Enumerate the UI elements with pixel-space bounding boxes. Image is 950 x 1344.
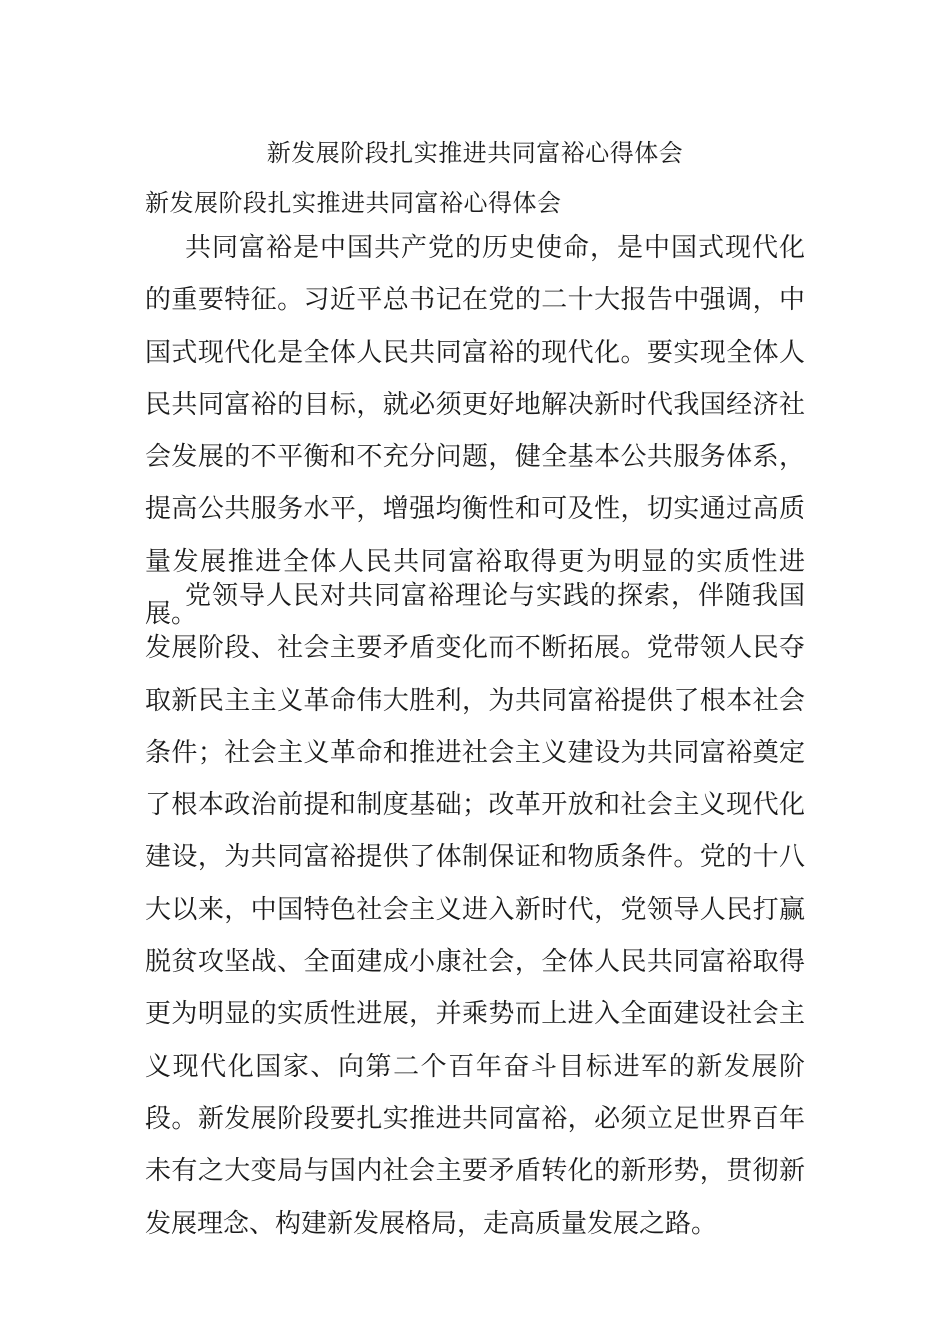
document-title: 新发展阶段扎实推进共同富裕心得体会 <box>266 139 684 167</box>
paragraph-2: 党领导人民对共同富裕理论与实践的探索，伴随我国发展阶段、社会主要矛盾变化而不断拓展。党带领人民夺取新民主主义革命伟大胜利，为共同富裕提供了根本社会条件；社会主义革命和推进社会主义建设为共同富裕奠定了根本政治前提和制度基础；改革开放和社会主义现代化建设，为共同富裕提供了体制保证和物质条件。党的十八大以来，中国特色社会主义进入新时代，党领导人民打赢脱贫攻坚战、全面建成小康社会，全体人民共同富裕取得更为明显的实质性进展，并乘势而上进入全面建设社会主义现代化国家、向第二个百年奋斗目标进军的新发展阶段。新发展阶段要扎实推进共同富裕，必须立足世界百年未有之大变局与国内社会主要矛盾转化的新形势，贯彻新发展理念、构建新发展格局，走高质量发展之路。 <box>145 581 805 1239</box>
paragraph-1: 共同富裕是中国共产党的历史使命，是中国式现代化的重要特征。习近平总书记在党的二十大报告中强调，中国式现代化是全体人民共同富裕的现代化。要实现全体人民共同富裕的目标，就必须更好地解决新时代我国经济社会发展的不平衡和不充分问题，健全基本公共服务体系，提高公共服务水平，增强均衡性和可及性，切实通过高质量发展推进全体人民共同富裕取得更为明显的实质性进展。 <box>145 233 805 630</box>
document-subtitle: 新发展阶段扎实推进共同富裕心得体会 <box>145 189 562 217</box>
